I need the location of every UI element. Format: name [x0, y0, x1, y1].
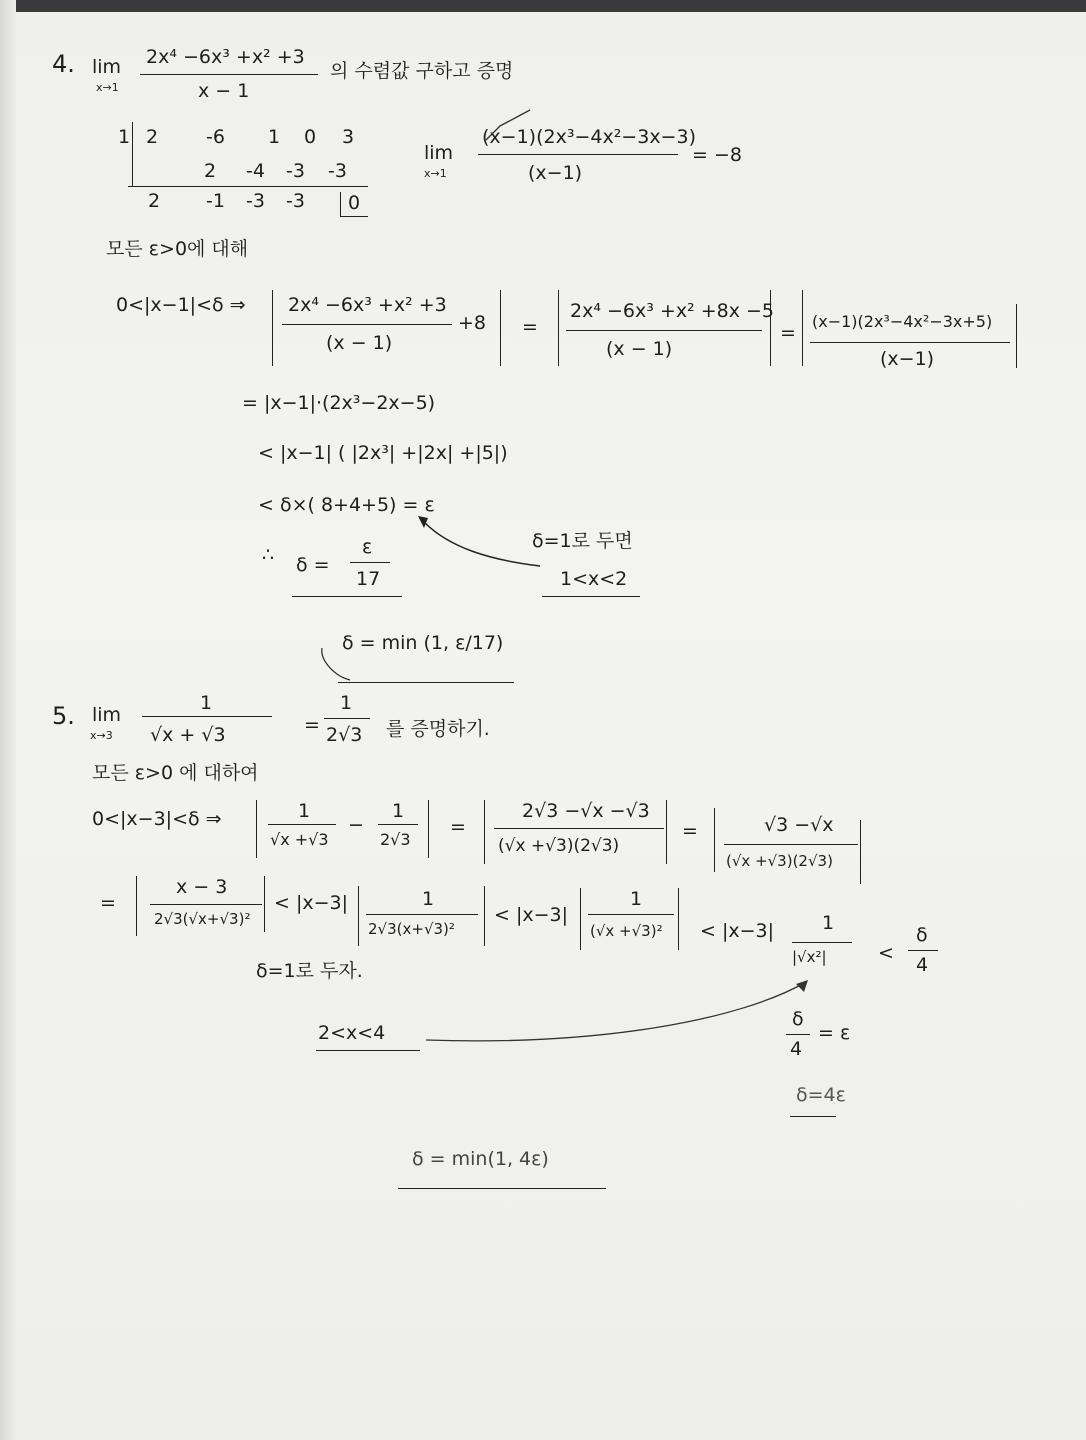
division-result: -3 [246, 190, 265, 212]
problem5-frac-denominator: √x + √3 [150, 724, 226, 746]
f-numerator: 1 [422, 888, 435, 910]
arrow-head-1 [418, 516, 428, 528]
factored-denominator: (x−1) [528, 162, 583, 184]
division-coef: -6 [206, 126, 225, 148]
delta-lhs: δ = [296, 554, 330, 576]
division-result: 2 [148, 190, 161, 212]
e-numerator: x − 3 [176, 876, 228, 898]
rhs-numerator: 1 [340, 692, 353, 714]
factored-numerator: (x−1)(2x³−4x²−3x−3) [482, 126, 696, 148]
a-denominator: √x +√3 [270, 830, 329, 849]
problem4-number: 4. [52, 50, 75, 78]
division-result: -1 [206, 190, 225, 212]
b-denominator: 2√3 [380, 830, 411, 849]
d-denominator: (√x +√3)(2√3) [726, 852, 833, 870]
division-root: 1 [118, 126, 131, 148]
arrow-delta-to-sum [424, 522, 540, 566]
d-numerator: √3 −√x [764, 814, 834, 836]
min-underline-curve [322, 648, 350, 680]
delta-frac-denominator: 17 [356, 568, 381, 590]
factored-lim: lim [424, 142, 454, 164]
division-remainder: 0 [348, 192, 361, 214]
eps-rhs: = ε [818, 1022, 851, 1044]
therefore-symbol: ∴ [262, 544, 275, 566]
problem4-instruction: 의 수렴값 구하고 증명 [330, 60, 514, 82]
eq-sign: = [304, 714, 320, 736]
division-coef: 0 [304, 126, 317, 148]
factored-result: = −8 [692, 144, 742, 166]
eps-frac-denominator: 4 [790, 1038, 803, 1060]
delta-frac-numerator: ε [362, 536, 373, 558]
eq-sign: = [522, 316, 538, 338]
h-numerator: 1 [822, 912, 835, 934]
step2: < |x−1| ( |2x³| +|2x| +|5|) [258, 442, 508, 464]
problem5-number: 5. [52, 702, 75, 730]
problem5-lim: lim [92, 704, 122, 726]
eq-sign: = [682, 820, 698, 842]
delta-set-note: δ=1로 두자. [256, 960, 363, 982]
division-coef: 3 [342, 126, 355, 148]
arrow-range-to-sqrt [426, 982, 806, 1041]
abs1-numerator: 2x⁴ −6x³ +x² +3 [288, 294, 447, 316]
g-numerator: 1 [630, 888, 643, 910]
f-denominator: 2√3(x+√3)² [368, 920, 455, 938]
lt2: < |x−3| [494, 904, 569, 926]
range-note-2: 2<x<4 [318, 1022, 386, 1044]
division-mid: -3 [328, 160, 347, 182]
abs2-denominator: (x − 1) [606, 338, 673, 360]
problem4-delta-min: δ = min (1, ε/17) [342, 632, 504, 654]
division-mid: -3 [286, 160, 305, 182]
problem5-lim-sub: x→3 [90, 729, 113, 742]
eq-sign: = [100, 892, 116, 914]
division-result: -3 [286, 190, 305, 212]
lt3: < |x−3| [700, 920, 775, 942]
problem5-condition: 0<|x−3|<δ ⇒ [92, 808, 222, 830]
abs1-tail: +8 [458, 312, 487, 334]
step1: = |x−1|·(2x³−2x−5) [242, 392, 436, 414]
delta-is-one-note: δ=1로 두면 [532, 530, 633, 552]
a-numerator: 1 [298, 800, 311, 822]
step3: < δ×( 8+4+5) = ε [258, 494, 435, 516]
b-numerator: 1 [392, 800, 405, 822]
i-denominator: 4 [916, 954, 929, 976]
problem4-for-all: 모든 ε>0에 대해 [106, 238, 249, 260]
c-numerator: 2√3 −√x −√3 [522, 800, 650, 822]
delta-4eps: δ=4ε [796, 1084, 846, 1106]
problem5-frac-numerator: 1 [200, 692, 213, 714]
problem4-denominator: x − 1 [198, 80, 250, 102]
abs1-denominator: (x − 1) [326, 332, 393, 354]
minus-sign: − [348, 814, 364, 836]
lt1: < |x−3| [274, 892, 349, 914]
c-denominator: (√x +√3)(2√3) [498, 836, 620, 856]
h-denominator: |√x²| [792, 948, 827, 966]
division-coef: 2 [146, 126, 159, 148]
check-mark [486, 110, 530, 140]
g-denominator: (√x +√3)² [590, 922, 663, 940]
problem5-for-all: 모든 ε>0 에 대하여 [92, 762, 259, 784]
lt4: < [878, 942, 894, 964]
eq-sign: = [780, 322, 796, 344]
abs2-numerator: 2x⁴ −6x³ +x² +8x −5 [570, 300, 775, 322]
problem4-lim: lim [92, 56, 122, 78]
factored-lim-sub: x→1 [424, 167, 447, 180]
division-mid: 2 [204, 160, 217, 182]
problem5-delta-min: δ = min(1, 4ε) [412, 1148, 549, 1170]
rhs-denominator: 2√3 [326, 724, 363, 746]
division-mid: -4 [246, 160, 265, 182]
problem4-condition: 0<|x−1|<δ ⇒ [116, 294, 246, 316]
eps-frac-numerator: δ [792, 1008, 804, 1030]
eq-sign: = [450, 816, 466, 838]
abs3-numerator: (x−1)(2x³−4x²−3x+5) [812, 312, 993, 331]
i-numerator: δ [916, 924, 928, 946]
abs3-denominator: (x−1) [880, 348, 935, 370]
division-coef: 1 [268, 126, 281, 148]
range-note: 1<x<2 [560, 568, 628, 590]
e-denominator: 2√3(√x+√3)² [154, 910, 251, 928]
problem4-lim-sub: x→1 [96, 81, 119, 94]
problem4-numerator: 2x⁴ −6x³ +x² +3 [146, 46, 305, 68]
problem5-instruction: 를 증명하기. [386, 718, 490, 740]
